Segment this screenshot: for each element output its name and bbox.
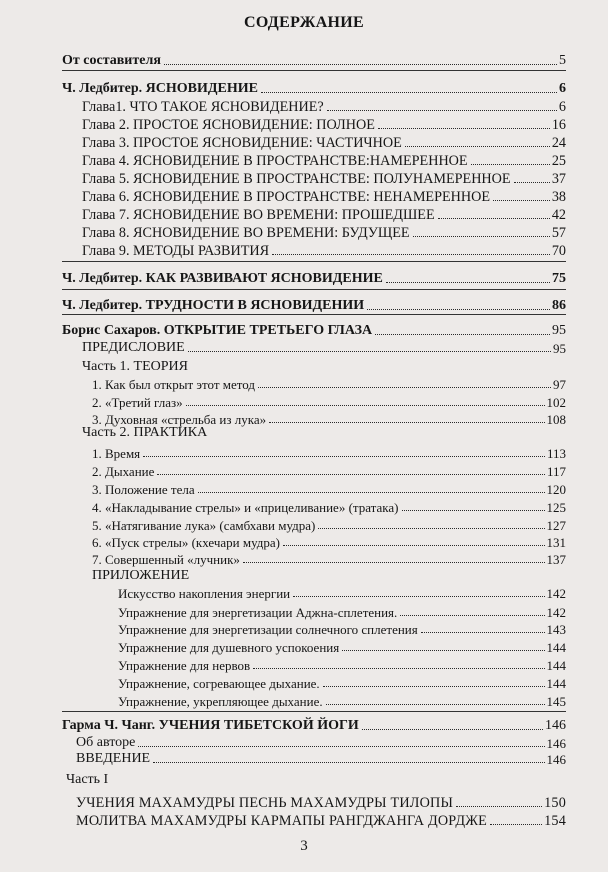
toc-page-number: 95	[553, 341, 566, 356]
dot-leader	[157, 474, 545, 475]
section-divider	[62, 261, 566, 262]
toc-entry-label: Об авторе	[76, 735, 136, 750]
dot-leader	[471, 164, 550, 165]
toc-page-number: 146	[546, 752, 566, 767]
toc-page-number: 125	[546, 500, 566, 515]
toc-entry-chapter-8[interactable]	[82, 220, 566, 240]
page-title: СОДЕРЖАНИЕ	[243, 14, 365, 31]
toc-entry-label: Глава 4. ЯСНОВИДЕНИЕ В ПРОСТРАНСТВЕ:НАМЕРЕННОЕ	[82, 152, 468, 169]
toc-entry-label: ПРИЛОЖЕНИЕ	[92, 568, 190, 583]
toc-entry-part-2-item-1[interactable]	[92, 440, 566, 460]
toc-entry-label: Глава 2. ПРОСТОЕ ЯСНОВИДЕНИЕ: ПОЛНОЕ	[82, 116, 375, 133]
toc-entry-prayer-of-mahamudra[interactable]	[76, 808, 566, 828]
dot-leader	[261, 92, 557, 93]
toc-entry-appendix-item-5[interactable]	[118, 652, 566, 672]
page-number: 3	[300, 838, 308, 854]
toc-entry-label: Ч. Ледбитер. КАК РАЗВИВАЮТ ЯСНОВИДЕНИЕ	[62, 271, 383, 286]
toc-entry-chapter-7[interactable]	[82, 202, 566, 222]
section-divider	[62, 314, 566, 315]
toc-page-number: 70	[551, 242, 566, 259]
toc-entry-preface[interactable]	[82, 335, 566, 355]
toc-page-number: 108	[546, 412, 566, 427]
dot-leader	[326, 704, 545, 705]
toc-page-number: 97	[553, 377, 566, 392]
toc-page-number: 75	[552, 271, 566, 286]
toc-entry-label: Упражнение для энергетизации Аджна-сплетения.	[118, 605, 398, 620]
toc-entry-part-i[interactable]	[66, 767, 566, 787]
toc-entry-label: Гарма Ч. Чанг. УЧЕНИЯ ТИБЕТСКОЙ ЙОГИ	[62, 718, 359, 733]
toc-entry-label: Глава 5. ЯСНОВИДЕНИЕ В ПРОСТРАНСТВЕ: ПОЛУНАМЕРЕННОЕ	[82, 170, 511, 187]
dot-leader	[253, 668, 544, 669]
toc-entry-label: 3. Духовная «стрельба из лука»	[92, 412, 267, 427]
toc-page-number: 150	[544, 794, 566, 811]
toc-page-number: 145	[546, 694, 566, 709]
dot-leader	[490, 824, 542, 825]
toc-entry-chapter-1[interactable]	[82, 94, 566, 114]
toc-entry-label: Борис Сахаров. ОТКРЫТИЕ ТРЕТЬЕГО ГЛАЗА	[62, 323, 373, 338]
toc-entry-label: 2. Дыхание	[92, 464, 155, 479]
toc-page-number: 131	[546, 535, 566, 550]
toc-page-number: 6	[558, 98, 566, 115]
toc-entry-label: 4. «Накладывание стрелы» и «прицеливание» (тратака)	[92, 500, 399, 515]
toc-page-number: 144	[546, 640, 566, 655]
toc-entry-label: Часть I	[66, 772, 109, 787]
dot-leader	[272, 254, 550, 255]
section-divider	[62, 70, 566, 71]
dot-leader	[188, 351, 551, 352]
toc-entry-label: Искусство накопления энергии	[118, 586, 291, 601]
toc-entry-label: ВВЕДЕНИЕ	[76, 751, 151, 766]
toc-entry-label: Глава 6. ЯСНОВИДЕНИЕ В ПРОСТРАНСТВЕ: НЕНАМЕРЕННОЕ	[82, 188, 491, 205]
toc-page-number: 24	[551, 134, 566, 151]
toc-page-number: 146	[546, 736, 566, 751]
dot-leader	[143, 456, 545, 457]
dot-leader	[323, 686, 545, 687]
toc-entry-label: Часть 2. ПРАКТИКА	[82, 425, 208, 440]
dot-leader	[378, 128, 550, 129]
dot-leader	[405, 146, 550, 147]
toc-page-number: 6	[559, 81, 566, 96]
toc-entry-label: Упражнение для душевного успокоения	[118, 640, 340, 655]
toc-entry-label: ПРЕДИСЛОВИЕ	[82, 340, 185, 355]
toc-entry-part-2[interactable]	[82, 420, 566, 440]
toc-entry-chapter-9[interactable]	[82, 238, 566, 258]
toc-entry-label: 1. Время	[92, 446, 141, 461]
toc-page-number: 57	[551, 224, 566, 241]
toc-entry-label: 2. «Третий глаз»	[92, 395, 183, 410]
toc-entry-part-2-item-4[interactable]	[92, 494, 566, 514]
toc-entry-label: 5. «Натягивание лука» (самбхави мудра)	[92, 518, 316, 533]
toc-page-number: 142	[546, 605, 566, 620]
dot-leader	[402, 510, 545, 511]
toc-page-number: 95	[552, 323, 566, 338]
toc-entry-label: Упражнение для энергетизации солнечного сплетения	[118, 622, 418, 637]
toc-entry-chapter-5[interactable]	[82, 166, 566, 186]
section-divider	[62, 711, 566, 712]
dot-leader	[421, 632, 545, 633]
toc-entry-label: Глава 3. ПРОСТОЕ ЯСНОВИДЕНИЕ: ЧАСТИЧНОЕ	[82, 134, 402, 151]
dot-leader	[327, 110, 557, 111]
toc-entry-label: Глава1. ЧТО ТАКОЕ ЯСНОВИДЕНИЕ?	[82, 98, 324, 115]
toc-entry-label: Упражнение, укрепляющее дыхание.	[118, 694, 323, 709]
dot-leader	[198, 492, 545, 493]
dot-leader	[456, 806, 542, 807]
toc-entry-label: 1. Как был открыт этот метод	[92, 377, 256, 392]
dot-leader	[164, 64, 557, 65]
toc-entry-label: Часть 1. ТЕОРИЯ	[82, 359, 188, 374]
toc-page-number: 102	[546, 395, 566, 410]
toc-page-number: 142	[546, 586, 566, 601]
toc-entry-appendix-item-3[interactable]	[118, 616, 566, 636]
toc-page-number: 127	[546, 518, 566, 533]
toc-page-number: 117	[546, 464, 566, 479]
toc-page-number: 25	[551, 152, 566, 169]
toc-page-number: 154	[544, 812, 566, 829]
dot-leader	[293, 596, 544, 597]
toc-entry-chapter-3[interactable]	[82, 130, 566, 150]
toc-page-number: 137	[546, 552, 566, 567]
toc-entry-label: 7. Совершенный «лучник»	[92, 552, 240, 567]
toc-entry-developing-clairvoyance[interactable]	[62, 266, 566, 286]
toc-entry-label: Ч. Ледбитер. ЯСНОВИДЕНИЕ	[62, 81, 258, 96]
toc-entry-label: Глава 8. ЯСНОВИДЕНИЕ ВО ВРЕМЕНИ: БУДУЩЕЕ	[82, 224, 410, 241]
toc-page-number: 37	[551, 170, 566, 187]
toc-page-number: 38	[551, 188, 566, 205]
dot-leader	[342, 650, 544, 651]
toc-entry-introduction[interactable]	[76, 746, 566, 766]
toc-page-number: 42	[551, 206, 566, 223]
toc-entry-part-2-item-2[interactable]	[92, 458, 566, 478]
toc-entry-label: Упражнение, согревающее дыхание.	[118, 676, 320, 691]
dot-leader	[514, 182, 550, 183]
toc-page-number: 113	[546, 446, 566, 461]
dot-leader	[153, 762, 544, 763]
toc-entry-difficulties[interactable]	[62, 293, 566, 313]
toc-entry-label: Упражнение для нервов	[118, 658, 251, 673]
dot-leader	[413, 236, 550, 237]
toc-entry-label: 3. Положение тела	[92, 482, 195, 497]
toc-entry-label: 6. «Пуск стрелы» (кхечари мудра)	[92, 535, 280, 550]
toc-entry-compiler[interactable]	[62, 48, 566, 68]
toc-entry-part-2-item-3[interactable]	[92, 476, 566, 496]
toc-page-number: 144	[546, 658, 566, 673]
toc-entry-appendix-item-1[interactable]	[118, 580, 566, 600]
toc-entry-chapter-2[interactable]	[82, 112, 566, 132]
toc-entry-appendix-item-7[interactable]	[118, 688, 566, 708]
toc-entry-label: От составителя	[62, 53, 161, 68]
toc-entry-appendix-item-4[interactable]	[118, 634, 566, 654]
toc-entry-part-1-item-1[interactable]	[92, 371, 566, 391]
toc-entry-label: Ч. Ледбитер. ТРУДНОСТИ В ЯСНОВИДЕНИИ	[62, 298, 365, 313]
dot-leader	[386, 282, 550, 283]
toc-entry-chapter-6[interactable]	[82, 184, 566, 204]
toc-page-number: 16	[551, 116, 566, 133]
toc-entry-song-of-mahamudra[interactable]	[76, 790, 566, 810]
toc-entry-chapter-4[interactable]	[82, 148, 566, 168]
toc-page-number: 86	[552, 298, 566, 313]
toc-entry-label: Глава 9. МЕТОДЫ РАЗВИТИЯ	[82, 242, 270, 259]
toc-entry-appendix-item-6[interactable]	[118, 670, 566, 690]
dot-leader	[493, 200, 550, 201]
dot-leader	[258, 387, 551, 388]
dot-leader	[438, 218, 550, 219]
toc-page-number: 146	[545, 718, 566, 733]
toc-page-number: 120	[546, 482, 566, 497]
toc-entry-label: МОЛИТВА МАХАМУДРЫ КАРМАПЫ РАНГДЖАНГА ДОРДЖЕ	[76, 812, 487, 829]
toc-entry-label: УЧЕНИЯ МАХАМУДРЫ ПЕСНЬ МАХАМУДРЫ ТИЛОПЫ	[76, 794, 454, 811]
section-divider	[62, 289, 566, 290]
toc-page-number: 144	[546, 676, 566, 691]
toc-page-number: 143	[546, 622, 566, 637]
dot-leader	[367, 309, 550, 310]
toc-entry-clairvoyance[interactable]	[62, 76, 566, 96]
toc-page-number: 5	[559, 53, 566, 68]
toc-entry-label: Глава 7. ЯСНОВИДЕНИЕ ВО ВРЕМЕНИ: ПРОШЕДШЕЕ	[82, 206, 435, 223]
